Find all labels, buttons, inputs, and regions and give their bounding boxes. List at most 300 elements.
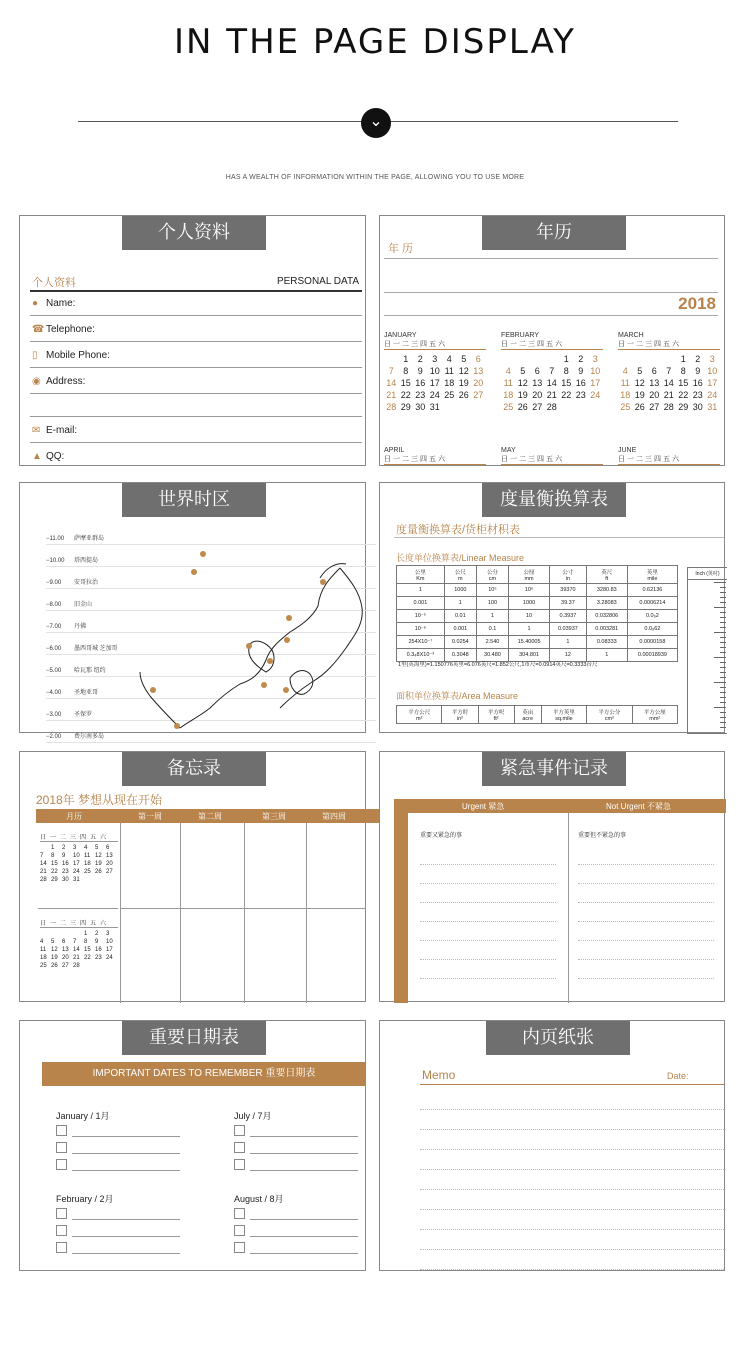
personal-heading-cn: 个人资料 bbox=[32, 277, 76, 289]
calendar-day: 20 bbox=[106, 861, 113, 867]
date-checkbox[interactable] bbox=[234, 1242, 245, 1253]
row-divider bbox=[120, 908, 366, 909]
month-february bbox=[501, 332, 603, 412]
field-email[interactable] bbox=[32, 425, 77, 436]
calendar-day: 5 bbox=[95, 845, 99, 851]
timezone-city: 安哥拉治 bbox=[74, 580, 99, 586]
calendar-day: 12 bbox=[95, 853, 102, 859]
table-cell: 1 bbox=[397, 584, 445, 597]
calendar-day bbox=[633, 354, 648, 364]
calendar-day: 16 bbox=[95, 947, 102, 953]
urgent-left-sub: 重要又紧急的事 bbox=[420, 833, 463, 839]
calendar-day: 4 bbox=[505, 366, 511, 376]
weekday-row: 日一二三四五六 bbox=[501, 339, 603, 350]
calendar-day: 9 bbox=[695, 366, 701, 376]
writing-line bbox=[578, 940, 714, 941]
timezone-offset: −8.00 bbox=[46, 602, 62, 608]
table-cell: 0.03937 bbox=[550, 623, 587, 636]
date-checkbox[interactable] bbox=[56, 1125, 67, 1136]
heading-rule bbox=[30, 290, 362, 292]
ruler-tick bbox=[714, 682, 726, 683]
date-line bbox=[72, 1253, 180, 1254]
calendar-day: 21 bbox=[386, 390, 397, 400]
calendar-day: 27 bbox=[62, 963, 69, 969]
calendar-day: 28 bbox=[663, 402, 674, 412]
table-cell: 3280.83 bbox=[586, 584, 627, 597]
calendar-day: 22 bbox=[84, 955, 91, 961]
calendar-day: 23 bbox=[692, 390, 703, 400]
table-header-cell: 平方公尺 m² bbox=[397, 706, 442, 724]
calendar-day bbox=[40, 845, 51, 851]
table-cell: 304.801 bbox=[509, 649, 550, 662]
writing-line bbox=[578, 921, 714, 922]
timezone-row bbox=[46, 599, 92, 608]
panel-tab: 年历 bbox=[482, 216, 626, 250]
col-divider bbox=[120, 823, 121, 1003]
calendar-day bbox=[545, 354, 560, 364]
calendar-day: 28 bbox=[40, 877, 47, 883]
personal-heading-en: PERSONAL DATA bbox=[276, 276, 359, 287]
table-cell: 10⁵ bbox=[476, 584, 508, 597]
calendar-day: 14 bbox=[73, 947, 80, 953]
timezone-dot bbox=[150, 687, 156, 693]
table-cell: 1000 bbox=[444, 584, 476, 597]
person-icon: ● bbox=[32, 298, 39, 309]
calendar-day: 11 bbox=[444, 366, 454, 376]
calendar-day: 25 bbox=[84, 869, 91, 875]
calendar-day bbox=[618, 354, 633, 364]
calendar-day: 18 bbox=[40, 955, 47, 961]
calendar-day: 7 bbox=[73, 939, 77, 945]
calendar-day: 26 bbox=[634, 402, 645, 412]
timezone-dot bbox=[320, 579, 326, 585]
writing-line bbox=[578, 883, 714, 884]
writing-line bbox=[420, 940, 556, 941]
timezone-rule bbox=[46, 742, 376, 743]
date-line bbox=[250, 1253, 358, 1254]
calendar-day: 25 bbox=[620, 402, 631, 412]
month-may bbox=[501, 447, 603, 465]
calendar-day: 11 bbox=[503, 378, 513, 388]
calendar-rule bbox=[384, 258, 718, 259]
calendar-label: 年 历 bbox=[388, 243, 414, 255]
table-cell: 0.1 bbox=[476, 623, 508, 636]
column-header: 第四周 bbox=[322, 812, 346, 821]
calendar-day: 8 bbox=[403, 366, 409, 376]
month-april bbox=[384, 447, 486, 465]
ruler-tick bbox=[714, 657, 726, 658]
world-timezone-panel bbox=[19, 482, 366, 740]
calendar-day bbox=[40, 931, 51, 937]
calendar-day: 15 bbox=[561, 378, 572, 388]
calendar-day: 5 bbox=[520, 366, 526, 376]
ruler-tick bbox=[720, 647, 726, 648]
calendar-day: 10 bbox=[429, 366, 440, 376]
calendar-day: 19 bbox=[458, 378, 469, 388]
mobile-icon: ▯ bbox=[32, 350, 38, 361]
personal-data-panel bbox=[19, 215, 366, 466]
ruler-ticks bbox=[688, 582, 726, 732]
timezone-row bbox=[46, 555, 98, 564]
memo-label: Memo bbox=[422, 1068, 456, 1082]
table-row bbox=[397, 584, 678, 597]
calendar-day: 12 bbox=[634, 378, 645, 388]
month-name: APRIL bbox=[384, 447, 405, 454]
table-cell: 0.001 bbox=[397, 597, 445, 610]
calendar-day: 16 bbox=[692, 378, 703, 388]
calendar-day: 23 bbox=[575, 390, 586, 400]
table-cell: 0.01 bbox=[444, 610, 476, 623]
table-cell: 10 bbox=[509, 610, 550, 623]
date-line bbox=[72, 1219, 180, 1220]
timezone-row bbox=[46, 687, 98, 696]
memo-line bbox=[420, 1209, 724, 1210]
day-grid bbox=[618, 354, 720, 412]
calendar-day: 12 bbox=[517, 378, 528, 388]
calendar-day: 27 bbox=[106, 869, 113, 875]
date-line bbox=[72, 1153, 180, 1154]
date-checkbox[interactable] bbox=[56, 1225, 67, 1236]
calendar-day: 25 bbox=[40, 963, 47, 969]
calendar-day bbox=[530, 354, 545, 364]
calendar-day: 21 bbox=[663, 390, 674, 400]
timezone-row bbox=[46, 665, 106, 674]
calendar-day bbox=[51, 931, 62, 937]
date-checkbox[interactable] bbox=[56, 1242, 67, 1253]
memo-line bbox=[420, 1249, 724, 1250]
calendar-day: 15 bbox=[84, 947, 91, 953]
writing-line bbox=[420, 883, 556, 884]
calendar-day: 20 bbox=[532, 390, 543, 400]
calendar-day: 5 bbox=[637, 366, 643, 376]
writing-line bbox=[578, 959, 714, 960]
table-row bbox=[397, 597, 678, 610]
field-telephone[interactable] bbox=[32, 324, 95, 335]
calendar-day: 18 bbox=[444, 378, 455, 388]
calendar-day: 10 bbox=[590, 366, 601, 376]
weekday-row: 日一二三四五六 bbox=[618, 339, 720, 350]
day-grid bbox=[501, 354, 603, 412]
calendar-day: 30 bbox=[692, 402, 703, 412]
table-cell: 12 bbox=[550, 649, 587, 662]
field-name[interactable] bbox=[32, 298, 75, 309]
memo-line bbox=[420, 1269, 724, 1270]
location-pin-icon: ◉ bbox=[32, 376, 41, 387]
table-cell: 30.480 bbox=[476, 649, 508, 662]
table-cell: 0.0006214 bbox=[627, 597, 677, 610]
calendar-day: 11 bbox=[40, 947, 47, 953]
heading-rule bbox=[394, 537, 724, 538]
timezone-dot bbox=[246, 643, 252, 649]
ruler-tick bbox=[720, 587, 726, 588]
table-header-cell: 平方公厘 mm² bbox=[632, 706, 677, 724]
table-cell: 0.3937 bbox=[550, 610, 587, 623]
timezone-dot bbox=[267, 658, 273, 664]
calendar-day: 26 bbox=[51, 963, 58, 969]
table-cell: 1 bbox=[586, 649, 627, 662]
timezone-offset: −6.00 bbox=[46, 646, 62, 652]
important-dates-panel bbox=[19, 1020, 366, 1271]
timezone-offset: −2.00 bbox=[46, 734, 62, 740]
calendar-day: 28 bbox=[546, 402, 557, 412]
calendar-day bbox=[662, 354, 677, 364]
memo-planner-panel bbox=[19, 751, 366, 1002]
table-cell: 0.003281 bbox=[586, 623, 627, 636]
calendar-day: 18 bbox=[620, 390, 631, 400]
table-cell: 0.001 bbox=[444, 623, 476, 636]
writing-line bbox=[420, 921, 556, 922]
timezone-city: 圣保罗 bbox=[74, 712, 93, 718]
weekday-row: 日一二三四五六 bbox=[501, 454, 603, 465]
memo-line bbox=[420, 1169, 724, 1170]
weekday-row: 日一二三四五六 bbox=[40, 918, 118, 928]
calendar-day: 8 bbox=[563, 366, 569, 376]
ruler-tick bbox=[720, 617, 726, 618]
field-address[interactable] bbox=[32, 376, 85, 387]
calendar-day: 23 bbox=[62, 869, 69, 875]
calendar-day: 24 bbox=[429, 390, 440, 400]
calendar-day: 17 bbox=[73, 861, 80, 867]
urgent-label: Urgent 紧急 bbox=[462, 802, 505, 811]
timezone-dot bbox=[174, 723, 180, 729]
calendar-day: 7 bbox=[666, 366, 672, 376]
field-mobile[interactable] bbox=[32, 350, 110, 361]
calendar-day: 6 bbox=[651, 366, 657, 376]
field-label: Name: bbox=[46, 298, 76, 309]
month-name: MARCH bbox=[618, 332, 644, 339]
timezone-dot bbox=[284, 637, 290, 643]
calendar-day: 14 bbox=[546, 378, 557, 388]
date-line bbox=[250, 1136, 358, 1137]
field-rule bbox=[30, 393, 362, 394]
ruler-tick bbox=[720, 702, 726, 703]
field-rule bbox=[30, 315, 362, 316]
linear-title: 长度单位换算表/Linear Measure bbox=[396, 553, 525, 563]
calendar-rule bbox=[384, 292, 718, 293]
calendar-day: 17 bbox=[707, 378, 718, 388]
date-checkbox[interactable] bbox=[56, 1159, 67, 1170]
table-row bbox=[397, 610, 678, 623]
table-cell: 1000 bbox=[509, 597, 550, 610]
calendar-day: 19 bbox=[517, 390, 528, 400]
calendar-day: 13 bbox=[473, 366, 484, 376]
calendar-panel bbox=[379, 215, 725, 466]
memo-line bbox=[420, 1229, 724, 1230]
table-header-cell: 公寸 in bbox=[550, 566, 587, 584]
calendar-day: 9 bbox=[95, 939, 99, 945]
area-title: 面积单位换算表/Area Measure bbox=[396, 691, 519, 701]
mini-calendar-2 bbox=[40, 918, 118, 969]
calendar-day: 17 bbox=[106, 947, 113, 953]
date-checkbox[interactable] bbox=[234, 1225, 245, 1236]
planner-heading: 2018年 梦想从现在开始 bbox=[36, 793, 163, 807]
calendar-day: 13 bbox=[532, 378, 543, 388]
calendar-day: 29 bbox=[51, 877, 58, 883]
calendar-day: 22 bbox=[400, 390, 411, 400]
calendar-day: 22 bbox=[51, 869, 58, 875]
col-divider bbox=[180, 823, 181, 1003]
month-january: January / 1月 bbox=[56, 1111, 110, 1121]
memo-line bbox=[420, 1129, 724, 1130]
col-divider bbox=[244, 823, 245, 1003]
calendar-day: 10 bbox=[707, 366, 718, 376]
calendar-day: 8 bbox=[680, 366, 686, 376]
date-line bbox=[72, 1136, 180, 1137]
calendar-day: 31 bbox=[73, 877, 80, 883]
calendar-day: 26 bbox=[517, 402, 528, 412]
calendar-day: 7 bbox=[388, 366, 394, 376]
calendar-day: 4 bbox=[84, 845, 88, 851]
table-header-cell: 平方时 in² bbox=[442, 706, 478, 724]
date-line bbox=[250, 1219, 358, 1220]
weekday-row: 日一二三四五六 bbox=[384, 454, 486, 465]
urgent-mid-line bbox=[568, 813, 569, 1003]
calendar-day: 23 bbox=[415, 390, 426, 400]
table-cell: 0.3₄8X10⁻³ bbox=[397, 649, 445, 662]
table-cell: 1 bbox=[509, 623, 550, 636]
col-divider bbox=[306, 823, 307, 1003]
calendar-day bbox=[73, 931, 84, 937]
calendar-day: 9 bbox=[578, 366, 584, 376]
column-header: 第二周 bbox=[198, 812, 222, 821]
writing-line bbox=[420, 978, 556, 979]
calendar-day: 19 bbox=[51, 955, 58, 961]
table-cell: 39.37 bbox=[550, 597, 587, 610]
date-checkbox[interactable] bbox=[234, 1208, 245, 1219]
field-label: Telephone: bbox=[46, 324, 95, 335]
date-checkbox[interactable] bbox=[56, 1208, 67, 1219]
date-checkbox[interactable] bbox=[234, 1142, 245, 1153]
planner-header-row bbox=[36, 809, 384, 823]
table-row bbox=[397, 623, 678, 636]
calendar-day: 20 bbox=[62, 955, 69, 961]
timezone-city: 圣地亚哥 bbox=[74, 690, 99, 696]
table-header-cell: 英里 mile bbox=[627, 566, 677, 584]
ruler-tick bbox=[720, 592, 726, 593]
calendar-day: 2 bbox=[695, 354, 701, 364]
calendar-day: 14 bbox=[386, 378, 397, 388]
area-table bbox=[396, 705, 678, 724]
table-header-cell: 英亩 acre bbox=[514, 706, 541, 724]
field-rule bbox=[30, 341, 362, 342]
timezone-dot bbox=[191, 569, 197, 575]
row-divider bbox=[38, 908, 118, 909]
calendar-day: 2 bbox=[62, 845, 66, 851]
calendar-day bbox=[384, 354, 399, 364]
ruler-tick bbox=[720, 667, 726, 668]
weekday-row: 日一二三四五六 bbox=[618, 454, 720, 465]
ruler-tick bbox=[720, 697, 726, 698]
date-checkbox[interactable] bbox=[234, 1125, 245, 1136]
day-grid bbox=[40, 845, 118, 883]
urgent-right-sub: 重要但不紧急的事 bbox=[578, 833, 627, 839]
measurement-panel bbox=[379, 482, 725, 733]
table-cell: 10⁶ bbox=[509, 584, 550, 597]
ruler-tick bbox=[720, 727, 726, 728]
calendar-day: 19 bbox=[634, 390, 645, 400]
month-july: July / 7月 bbox=[234, 1111, 272, 1121]
ruler-tick bbox=[720, 677, 726, 678]
timezone-offset: −5.00 bbox=[46, 668, 62, 674]
calendar-day: 24 bbox=[73, 869, 80, 875]
calendar-day: 3 bbox=[432, 354, 438, 364]
timezone-offset: −3.00 bbox=[46, 712, 62, 718]
memo-line bbox=[420, 1149, 724, 1150]
table-cell: 0.3048 bbox=[444, 649, 476, 662]
calendar-day: 16 bbox=[62, 861, 69, 867]
calendar-day bbox=[647, 354, 662, 364]
writing-line bbox=[420, 959, 556, 960]
calendar-day: 1 bbox=[84, 931, 88, 937]
not-urgent-label: Not Urgent 不紧急 bbox=[606, 802, 671, 811]
writing-line bbox=[420, 864, 556, 865]
weekday-row: 日一二三四五六 bbox=[384, 339, 486, 350]
calendar-day: 3 bbox=[592, 354, 598, 364]
writing-line bbox=[578, 864, 714, 865]
field-rule bbox=[30, 442, 362, 443]
date-checkbox[interactable] bbox=[56, 1142, 67, 1153]
column-header: 第三周 bbox=[262, 812, 286, 821]
calendar-day: 30 bbox=[62, 877, 69, 883]
ruler-tick bbox=[720, 597, 726, 598]
table-cell: 2.540 bbox=[476, 636, 508, 649]
ruler-tick bbox=[720, 602, 726, 603]
writing-line bbox=[420, 902, 556, 903]
calendar-day: 25 bbox=[503, 402, 514, 412]
calendar-day: 14 bbox=[663, 378, 674, 388]
calendar-day: 7 bbox=[40, 853, 44, 859]
calendar-day: 6 bbox=[62, 939, 66, 945]
month-june bbox=[618, 447, 720, 465]
calendar-day: 22 bbox=[678, 390, 689, 400]
calendar-day: 18 bbox=[503, 390, 514, 400]
calendar-day: 18 bbox=[84, 861, 91, 867]
ruler-tick bbox=[720, 652, 726, 653]
table-header-cell: 公分 cm bbox=[476, 566, 508, 584]
date-line bbox=[250, 1170, 358, 1171]
memo-rule bbox=[420, 1084, 724, 1085]
field-label: Address: bbox=[46, 376, 86, 387]
date-checkbox[interactable] bbox=[234, 1159, 245, 1170]
calendar-rule bbox=[384, 315, 718, 316]
calendar-day: 8 bbox=[84, 939, 88, 945]
calendar-day: 28 bbox=[386, 402, 397, 412]
field-qq[interactable] bbox=[32, 451, 64, 462]
calendar-day: 17 bbox=[429, 378, 440, 388]
calendar-day: 3 bbox=[73, 845, 77, 851]
calendar-day: 13 bbox=[106, 853, 113, 859]
timezone-city: 旧金山 bbox=[74, 602, 93, 608]
month-name: MAY bbox=[501, 447, 516, 454]
panel-tab: 紧急事件记录 bbox=[482, 752, 626, 786]
calendar-day: 2 bbox=[95, 931, 99, 937]
calendar-day: 17 bbox=[590, 378, 601, 388]
calendar-day: 4 bbox=[40, 939, 44, 945]
calendar-day: 27 bbox=[649, 402, 660, 412]
ruler-tick bbox=[720, 672, 726, 673]
calendar-day: 29 bbox=[400, 402, 411, 412]
calendar-day: 4 bbox=[446, 354, 452, 364]
calendar-day: 11 bbox=[620, 378, 630, 388]
calendar-day: 23 bbox=[95, 955, 102, 961]
writing-line bbox=[578, 902, 714, 903]
ruler-tick bbox=[720, 717, 726, 718]
field-label: QQ: bbox=[46, 451, 65, 462]
urgent-panel bbox=[379, 751, 725, 1002]
table-cell: 1 bbox=[550, 636, 587, 649]
day-grid bbox=[40, 931, 118, 969]
chevron-down-icon[interactable]: ⌄ bbox=[361, 108, 391, 138]
